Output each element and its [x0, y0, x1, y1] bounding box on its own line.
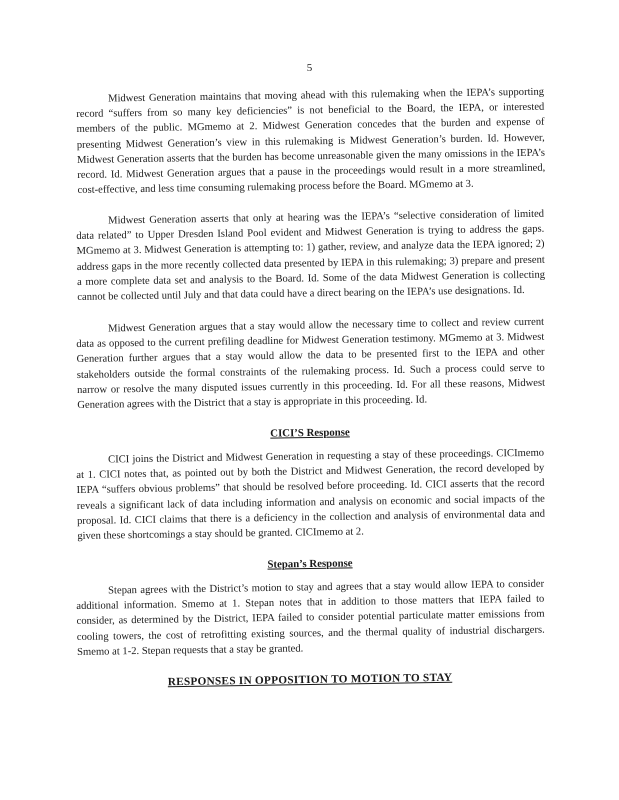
heading-cici-response: CICI’S Response	[270, 426, 350, 440]
paragraph-midwest-burden: Midwest Generation maintains that moving ahead with this rulemaking when the IEPA’s supporting record “suffers from so many key deficiencies” is not beneficial to the Board, the IEPA, or interested members of the public. MGmemo at 2. Midwest Generation concedes that the burden and expense of presenting Midwest Generation’s view in this rulemaking is Midwest Generation’s burden. Id. However, Midwest Generation asserts that the burden has become unreasonable given the many omissions in the IEPA’s record. Id. Midwest Generation argues that a pause in the proceedings would result in a more streamlined, cost-effective, and less time consuming rulemaking process before the Board. MGmemo at 3.	[76, 86, 546, 197]
heading-stepan-response: Stepan’s Response	[267, 557, 353, 571]
paragraph-midwest-stay-argument: Midwest Generation argues that a stay would allow the necessary time to collect and review current data as opposed to the current prefiling deadline for Midwest Generation testimony. MGmemo at 3. Midwest Generation further argues that a stay would allow the data to be presented first to the IEPA and other stakeholders outside the formal constraints of the rulemaking process. Id. Such a process could serve to narrow or resolve the many disputed issues currently in this proceeding. Id. For all these reasons, Midwest Generation agrees with the District that a stay is appropriate in this proceeding. Id.	[76, 316, 546, 411]
paragraph-midwest-data-gaps: Midwest Generation asserts that only at hearing was the IEPA’s “selective consideration of limited data related” to Upper Dresden Island Pool evident and Midwest Generation is trying to address the gaps. MGmemo at 3. Midwest Generation is attempting to: 1) gather, review, and analyze data the IEPA ignored; 2) address gaps in the more recently collected data presented by IEPA in this rulemaking; 3) prepare and present a more complete data set and analysis to the Board. Id. Some of the data Midwest Generation is collecting cannot be collected until July and that data could have a direct bearing on the IEPA’s use designations. Id.	[76, 209, 546, 304]
heading-responses-in-opposition: RESPONSES IN OPPOSITION TO MOTION TO STAY	[167, 671, 453, 689]
document-body	[76, 80, 546, 689]
page-number: 5	[306, 62, 313, 74]
paragraph-cici-response: CICI joins the District and Midwest Generation in requesting a stay of these proceedings. CICImemo at 1. CICI notes that, as pointed out by both the District and Midwest Generation, the record developed by IEPA “suffers obvious problems” that should be resolved before proceeding. Id. CICI asserts that the record reveals a significant lack of data including information and analysis on economic and social impacts of the proposal. Id. CICI claims that there is a deficiency in the collection and analysis of environmental data and given these shortcomings a stay should be granted. CICImemo at 2.	[76, 447, 546, 542]
paragraph-stepan-response: Stepan agrees with the District’s motion to stay and agrees that a stay would allow IEPA to consider additional information. Smemo at 1. Stepan notes that in addition to those matters that IEPA failed to consider, as determined by the District, IEPA failed to consider potential particulate matter emissions from cooling towers, the cost of retrofitting existing sources, and the thermal quality of industrial dischargers. Smemo at 1-2. Stepan requests that a stay be granted.	[76, 578, 545, 658]
